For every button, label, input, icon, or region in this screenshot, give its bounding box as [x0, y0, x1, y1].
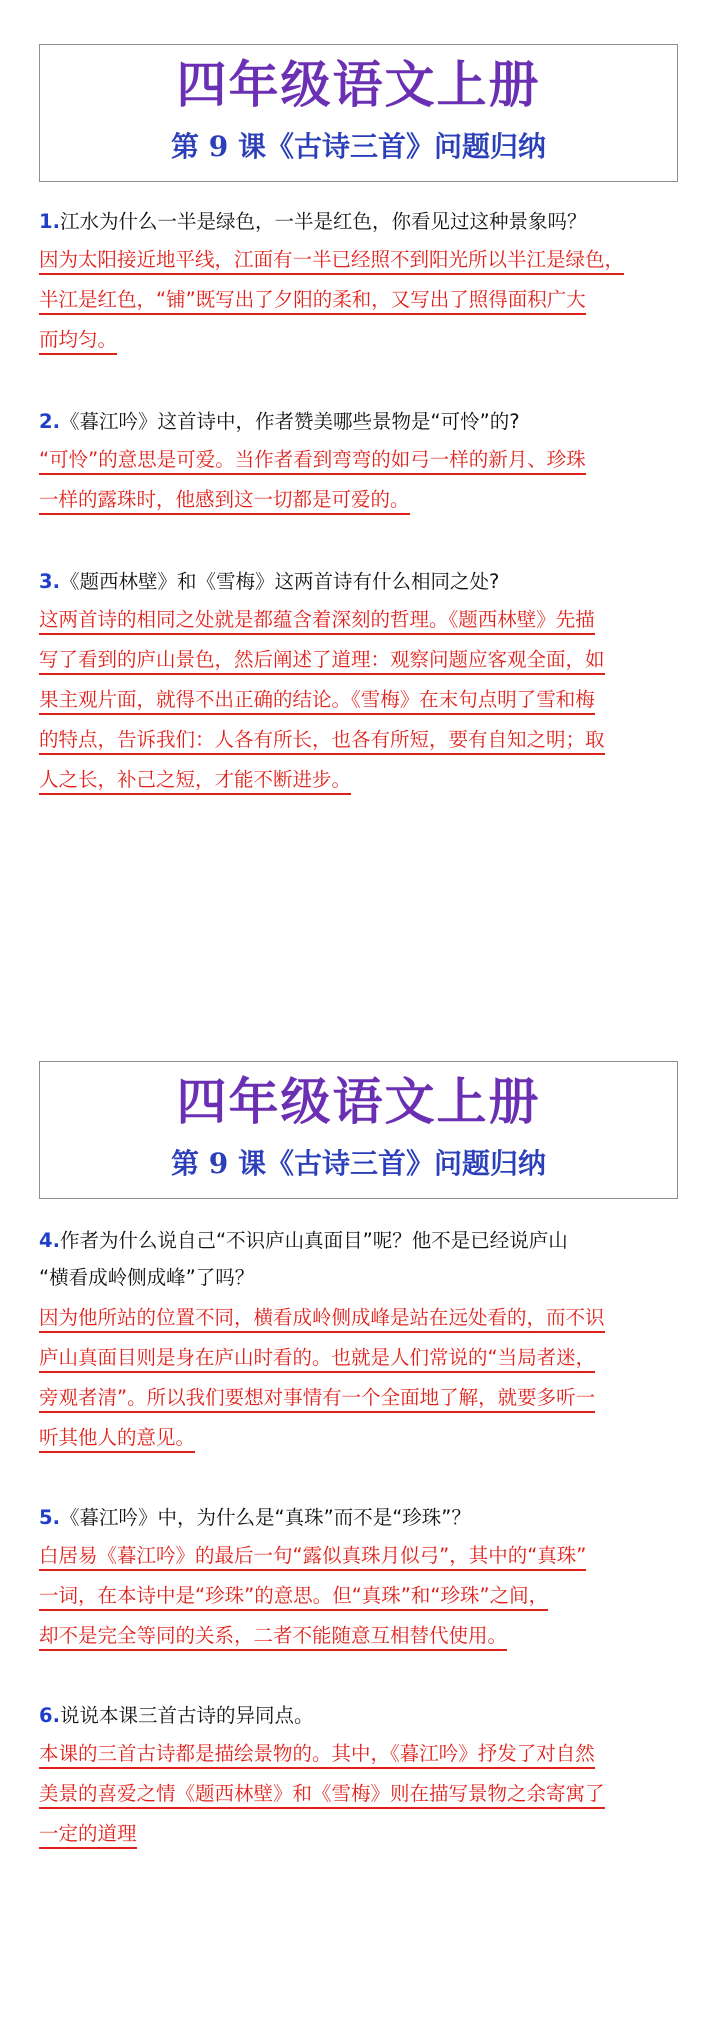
question-text: 《暮江吟》中，为什么是“真珠”而不是“珍珠”？ [59, 1506, 471, 1529]
answer-line: 一样的露珠时，他感到这一切都是可爱的。 [39, 488, 410, 515]
answer-6 [39, 1734, 689, 1854]
answer-line: 旁观者清”。所以我们要想对事情有一个全面地了解，就要多听一 [39, 1386, 595, 1413]
answer-line: 却不是完全等同的关系，二者不能随意互相替代使用。 [39, 1624, 507, 1651]
answer-line: 半江是红色，“铺”既写出了夕阳的柔和，又写出了照得面积广大 [39, 288, 586, 315]
answer-line: 因为他所站的位置不同，横看成岭侧成峰是站在远处看的，而不识 [39, 1306, 605, 1333]
answer-line: 果主观片面，就得不出正确的结论。《雪梅》在末句点明了雪和梅 [39, 688, 595, 715]
question-number: 2. [39, 410, 60, 433]
answer-5 [39, 1536, 689, 1656]
answer-3 [39, 600, 689, 800]
answer-line: 写了看到的庐山景色，然后阐述了道理：观察问题应客观全面，如 [39, 648, 605, 675]
question-text: 《题西林壁》和《雪梅》这两首诗有什么相同之处? [59, 570, 500, 593]
question-text: 江水为什么一半是绿色，一半是红色，你看见过这种景象吗？ [59, 210, 587, 233]
answer-line: “可怜”的意思是可爱。当作者看到弯弯的如弓一样的新月、珍珠 [39, 448, 586, 475]
question-4 [39, 1222, 684, 1296]
question-text: 作者为什么说自己“不识庐山真面目”呢？他不是已经说庐山 [59, 1229, 568, 1252]
question-number: 3. [39, 570, 60, 593]
answer-line: 庐山真面目则是身在庐山时看的。也就是人们常说的“当局者迷， [39, 1346, 595, 1373]
question-number: 1. [39, 210, 60, 233]
question-2 [39, 403, 684, 440]
answer-line: 这两首诗的相同之处就是都蕴含着深刻的哲理。《题西林壁》先描 [39, 608, 595, 635]
answer-line: 而均匀。 [39, 328, 117, 355]
header-box-2 [39, 1061, 678, 1199]
header-box-1 [39, 44, 678, 182]
page-title: 四年级语文上册 [176, 55, 541, 114]
answer-4 [39, 1298, 689, 1458]
page-title: 四年级语文上册 [176, 1072, 541, 1131]
answer-line: 本课的三首古诗都是描绘景物的。其中，《暮江吟》抒发了对自然 [39, 1742, 595, 1769]
answer-line: 一词，在本诗中是“珍珠”的意思。但“真珠”和“珍珠”之间， [39, 1584, 548, 1611]
answer-2 [39, 440, 689, 520]
question-number: 4. [39, 1229, 60, 1252]
page-subtitle: 第 9 课《古诗三首》问题归纳 [171, 1147, 546, 1180]
page-subtitle: 第 9 课《古诗三首》问题归纳 [171, 130, 546, 163]
answer-line: 因为太阳接近地平线，江面有一半已经照不到阳光所以半江是绿色， [39, 248, 624, 275]
question-text: “横看成岭侧成峰”了吗？ [39, 1266, 255, 1289]
answer-line: 听其他人的意见。 [39, 1426, 195, 1453]
question-1 [39, 203, 684, 240]
question-text: 说说本课三首古诗的异同点。 [59, 1704, 314, 1727]
answer-line: 人之长，补己之短，才能不断进步。 [39, 768, 351, 795]
question-text: 《暮江吟》这首诗中，作者赞美哪些景物是“可怜”的? [59, 410, 520, 433]
answer-line: 的特点，告诉我们：人各有所长，也各有所短，要有自知之明；取 [39, 728, 605, 755]
question-3 [39, 563, 684, 600]
answer-line: 一定的道理 [39, 1822, 137, 1849]
question-6 [39, 1697, 684, 1734]
question-number: 6. [39, 1704, 60, 1727]
answer-line: 美景的喜爱之情《题西林壁》和《雪梅》则在描写景物之余寄寓了 [39, 1782, 605, 1809]
question-number: 5. [39, 1506, 60, 1529]
answer-1 [39, 240, 689, 360]
answer-line: 白居易《暮江吟》的最后一句“露似真珠月似弓”，其中的“真珠” [39, 1544, 586, 1571]
question-5 [39, 1499, 684, 1536]
